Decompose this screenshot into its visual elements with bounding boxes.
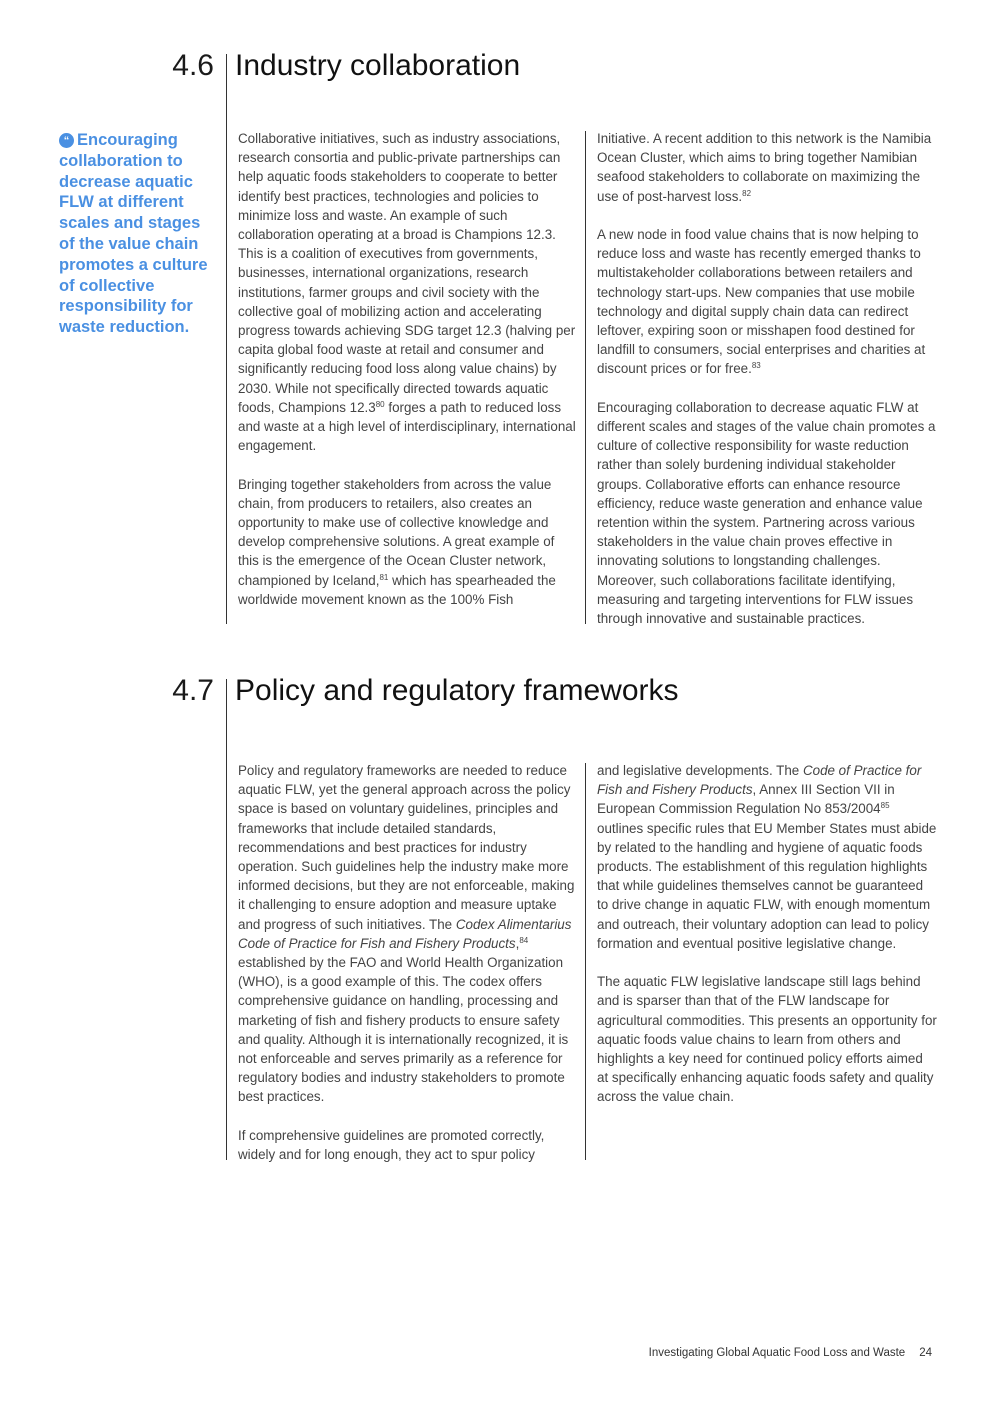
footer-title: Investigating Global Aquatic Food Loss and Waste <box>648 1347 906 1359</box>
paragraph: Encouraging collaboration to decrease aquatic FLW at different scales and stages of the value chain promotes a culture of collective responsibility for waste reduction rather than solely burdening individual stakeholder groups. Collaborative efforts can enhance resource efficiency, reduce waste generation and enhance value retention within the system. Partnering across various stakeholders in the value chain proves effective in innovating solutions to longstanding challenges. Moreover, such collaborations facilitate identifying, measuring and targeting interventions for FLW issues through innovative and sustainable practices. <box>597 399 936 627</box>
paragraph: The aquatic FLW legislative landscape still lags behind and is sparser than that of the FLW landscape for agricultural commodities. This presents an opportunity for aquatic foods value chains to learn from others and highlights a key need for continued policy efforts aimed at specifically enhancing aquatic foods safety and quality across the value chain. <box>597 974 937 1105</box>
section-4-7-column-2 <box>597 761 937 1107</box>
section-title: Industry collaboration <box>235 49 521 82</box>
quote-icon: “ <box>59 133 74 148</box>
section-4-7-header <box>0 674 992 714</box>
section-title: Policy and regulatory frameworks <box>235 674 679 707</box>
column-divider <box>585 131 586 624</box>
column-divider <box>585 763 586 1160</box>
paragraph: Policy and regulatory frameworks are needed to reduce aquatic FLW, yet the general approach across the policy space is based on voluntary guidelines, principles and frameworks that include detailed standards, recommendations and best practices for industry operation. Such guidelines help the industry make more informed decisions, but they are not enforceable, making it challenging to ensure adoption and measure uptake and progress of such initiatives. The Codex Alimentarius Code of Practice for Fish and Fishery Products,$^{84}$ established by the FAO and World Health Organization (WHO), is a good example of this. The codex offers comprehensive guidance on handling, processing and marketing of fish and fishery products to ensure safety and quality. Although it is internationally recognized, it is not enforceable and serves primarily as a reference for regulatory bodies and industry stakeholders to promote best practices. <box>238 763 575 1105</box>
section-number: 4.6 <box>172 49 214 82</box>
pull-quote-text: Encouraging collaboration to decrease aquatic FLW at different scales and stages of the value chain promotes a culture of collective responsibility for waste reduction. <box>59 131 208 337</box>
section-4-7-column-1 <box>238 761 578 1164</box>
paragraph: Initiative. A recent addition to this network is the Namibia Ocean Cluster, which aims to bring together Namibian seafood stakeholders to collaborate on maximizing the use of post-harvest loss.$^{82}$ <box>597 131 932 204</box>
section-4-6-column-2 <box>597 129 937 628</box>
section-4-6-header <box>0 49 992 89</box>
paragraph: A new node in food value chains that is now helping to reduce loss and waste has recently emerged thanks to multistakeholder collaborations between retailers and technology start-ups. New companies that use mobile technology and digital supply chain data can redirect leftover, expiring soon or misshapen food destined for landfill to consumers, social enterprises and charities at discount prices or for free.$^{83}$ <box>597 227 926 377</box>
section-4-6-rule <box>226 54 227 624</box>
paragraph: and legislative developments. The Code of Practice for Fish and Fishery Products, Annex III Section VII in European Commission Regulation No 853/2004$^{85}$ outlines specific rules that EU Member States must abide by related to the handling and hygiene of aquatic foods products. The establishment of this regulation highlights that while guidelines themselves cannot be guaranteed to drive change in aquatic FLW, with enough momentum and outreach, their voluntary adoption can lead to policy formation and eventual positive legislative change. <box>597 763 937 951</box>
section-4-6-column-1 <box>238 129 578 609</box>
paragraph: Bringing together stakeholders from across the value chain, from producers to retailers, also creates an opportunity to make use of collective knowledge and develop comprehensive solutions. A great example of this is the emergence of the Ocean Cluster network, championed by Iceland,$^{81}$ which has spearheaded the worldwide movement known as the 100% Fish <box>238 476 556 607</box>
section-4-7-rule <box>226 679 227 1160</box>
page-footer <box>649 1347 932 1359</box>
page-number: 24 <box>919 1347 932 1359</box>
pull-quote <box>59 130 219 338</box>
paragraph: If comprehensive guidelines are promoted correctly, widely and for long enough, they act to spur policy <box>238 1127 545 1163</box>
paragraph: Collaborative initiatives, such as industry associations, research consortia and public-private partnerships can help aquatic foods stakeholders to cooperate to better identify best practices, technologies and policies to minimize loss and waste. An example of such collaboration operating at a broad is Champions 12.3. This is a coalition of executives from governments, businesses, international organizations, research institutions, farmer groups and civil society with the collective goal of mobilizing action and accelerating progress towards achieving SDG target 12.3 (halving per capita global food waste at retail and consumer and significantly reducing food loss along value chains) by 2030. While not specifically directed towards aquatic foods, Champions 12.3$^{80}$ forges a path to reduced loss and waste at a high level of interdisciplinary, international engagement. <box>238 131 576 454</box>
section-number: 4.7 <box>172 674 214 707</box>
